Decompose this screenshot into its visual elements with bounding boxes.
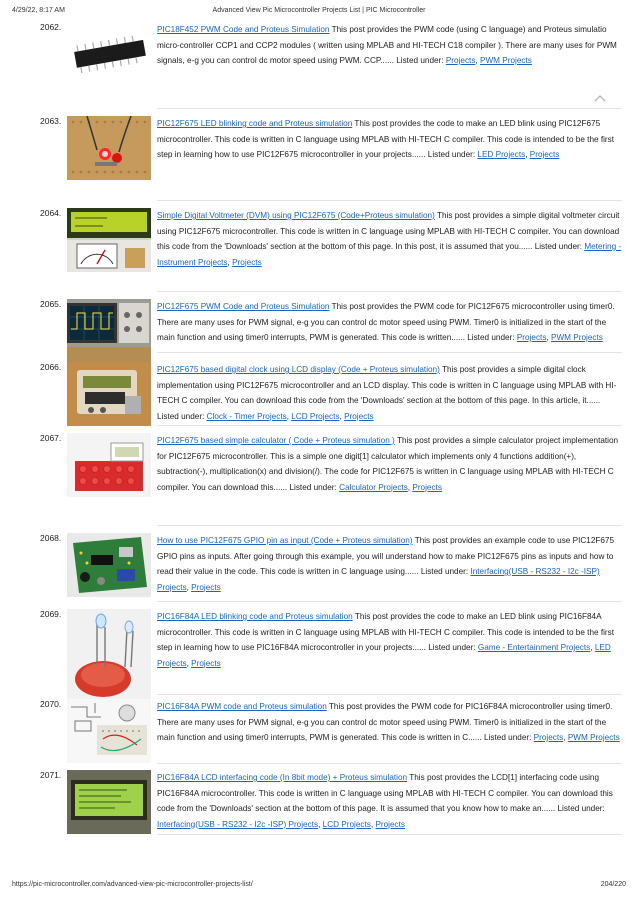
project-thumbnail[interactable] xyxy=(67,299,151,363)
entry-description: This post provides the code to make an LED blink using PIC12F675 microcontroller. This code is written in C language using MPLAB with HI-TECH C compiler. This code is intended to be the first step in learning how to use PIC12F675 microcontroller in your projects...... xyxy=(157,119,615,159)
category-link[interactable]: PWM Projects xyxy=(567,733,620,742)
entry-number: 2067. xyxy=(40,433,62,443)
category-link[interactable]: Projects xyxy=(516,333,547,342)
category-link[interactable]: LCD Projects xyxy=(322,819,371,829)
category-link[interactable]: Projects xyxy=(375,819,406,829)
project-thumbnail[interactable] xyxy=(67,770,151,834)
page-title: Advanced View Pic Microcontroller Projects List | PIC Microcontroller xyxy=(212,7,426,14)
category-link[interactable]: LED Projects xyxy=(157,643,611,668)
listed-under-label: Listed under: xyxy=(420,567,469,576)
entry-number: 2063. xyxy=(40,116,62,126)
listed-under-label: Listed under: xyxy=(427,150,476,159)
entry-title-link[interactable]: PIC12F675 based simple calculator ( Code + Proteus simulation ) xyxy=(157,436,395,445)
entry-divider xyxy=(157,291,622,292)
category-link[interactable]: Projects xyxy=(232,257,262,267)
entry-number: 2064. xyxy=(40,208,62,218)
category-link[interactable]: PWM Projects xyxy=(479,56,532,65)
entry-divider xyxy=(157,200,622,201)
category-link[interactable]: Projects xyxy=(529,150,560,159)
entry-text: How to use PIC12F675 GPIO pin as input (Code + Proteus simulation) This post provides an example code to use PIC12F675 GPIO pins as inputs. After going through this example, you will understand how to make PIC12F675 pins as inputs and how to read their value in the code. This code is written in C language using...... Listed under: Interfacing(USB - RS232 - I2c -ISP) Projects, Projects xyxy=(157,536,615,592)
entry-divider xyxy=(157,425,622,426)
listed-under-label: Listed under: xyxy=(467,333,515,342)
listed-under-label: Listed under: xyxy=(289,482,337,492)
entry-description: This post provides the PWM code (using C language) and Proteus simulatio micro-controller CCP1 and CCP2 modules ( written using MPLAB and HI-TECH C18 compiler ). There are many uses for PWM signals, e-g you can control dc motor speed using PWM. CCP...... xyxy=(157,25,617,65)
scroll-to-top-icon[interactable] xyxy=(594,94,606,102)
project-thumbnail[interactable] xyxy=(67,116,151,180)
entry-text: PIC16F84A LED blinking code and Proteus simulation This post provides the code to make an LED blink using PIC16F84A microcontroller. This code is written in C language using MPLAB with HI-TECH C compiler. This code is intended to be the first step in learning how to use PIC16F84A microcontroller in your projects...... Listed under: Game - Entertainment Projects, LED Projects, Projects xyxy=(157,612,615,668)
category-link[interactable]: Projects xyxy=(344,411,374,421)
entry-title-link[interactable]: PIC16F84A PWM code and Proteus simulation xyxy=(157,702,327,711)
listed-under-label: Listed under: xyxy=(534,242,583,251)
project-thumbnail[interactable] xyxy=(67,362,151,426)
category-link[interactable]: LED Projects xyxy=(477,150,526,159)
entry-number: 2068. xyxy=(40,533,62,543)
entry-text: PIC12F675 PWM Code and Proteus Simulation This post provides the PWM code for PIC12F675 microcontroller using timer0. There are many uses for PWM signal, e-g you can control dc motor speed using PWM. Timer0 is initialized in the start of the main function and using timer0 interrupts, PWM is generated. This code is written...... Listed under: Projects, PWM Projects xyxy=(157,302,615,342)
category-link[interactable]: Clock - Timer Projects xyxy=(206,411,287,421)
entry-title-link[interactable]: PIC12F675 PWM Code and Proteus Simulation xyxy=(157,302,330,311)
entry-description: This post provides the LCD[1] interfacing code using PIC16F84A microcontroller. This code is written in C language using MPLAB with HI-TECH C compiler. You can download this code from the 'Downloads' section at the bottom of this page. It is assumed that you know how to make an...... xyxy=(157,773,613,813)
category-link[interactable]: PWM Projects xyxy=(550,333,603,342)
category-link[interactable]: Interfacing(USB - RS232 - I2c -ISP) Projects xyxy=(157,567,600,592)
entry-divider xyxy=(157,601,622,602)
entry-title-link[interactable]: PIC12F675 based digital clock using LCD display (Code + Proteus simulation) xyxy=(157,365,440,374)
category-link[interactable]: Projects xyxy=(533,733,564,742)
entry-text: PIC12F675 LED blinking code and Proteus simulation This post provides the code to make an LED blink using PIC12F675 microcontroller. This code is written in C language using MPLAB with HI-TECH C compiler. This code is intended to be the first step in learning how to use PIC12F675 microcontroller in your projects...... Listed under: LED Projects, Projects xyxy=(157,119,615,159)
page-number: 204/220 xyxy=(600,881,626,888)
entry-description: This post provides an example code to use PIC12F675 GPIO pins as inputs. After going through this example, you will understand how to make PIC12F675 pins as inputs and how to read their value in the code. This code is written in C language using...... xyxy=(157,536,615,576)
entry-divider xyxy=(157,352,622,353)
entry-title-link[interactable]: How to use PIC12F675 GPIO pin as input (Code + Proteus simulation) xyxy=(157,536,413,545)
entry-title-link[interactable]: PIC12F675 LED blinking code and Proteus simulation xyxy=(157,119,353,128)
entry-number: 2062. xyxy=(40,22,62,32)
entry-number: 2069. xyxy=(40,609,62,619)
entry-description: This post provides the PWM code for PIC12F675 microcontroller using timer0. There are many uses for PWM signal, e-g you can control dc motor speed using PWM. Timer0 is initialized in the start of the main function and using timer0 interrupts, PWM is generated. This code is written...... xyxy=(157,302,615,342)
category-link[interactable]: Projects xyxy=(191,582,221,592)
entry-text: PIC18F452 PWM Code and Proteus Simulation This post provides the PWM code (using C language) and Proteus simulatio micro-controller CCP1 and CCP2 modules ( written using MPLAB and HI-TECH C18 compiler ). There are many uses for PWM signals, e-g you can control dc motor speed using PWM. CCP...... Listed under: Projects, PWM Projects xyxy=(157,25,617,65)
entry-text: PIC12F675 based simple calculator ( Code + Proteus simulation ) This post provides a simple calculator project implementation for PIC12F675 microcontroller. This is a simple one digit[1] calculator which implements only 4 functions addition(+), subtraction(-), multiplication(x) and division(/). The code for PIC12F675 is written in C language using MPLAB with HI-TECH C compiler. You can download this...... Listed under: Calculator Projects, Projects xyxy=(157,436,619,492)
entry-description: This post provides a simple digital voltmeter circuit using PIC12F675 microcontroller. This code is written in C language using MPLAB with HI-TECH C compiler. You can download this code from the 'Downloads' section at the bottom of this page. In this post, it is assumed that you...... xyxy=(157,211,620,251)
entry-text: PIC16F84A PWM code and Proteus simulation This post provides the PWM code for PIC16F84A microcontroller using timer0. There are many uses for PWM signal, e-g you can control dc motor speed using PWM. Timer0 is initialized in the start of the main function and using timer0 interrupts, PWM is generated. This code is written in C...... Listed under: Projects, PWM Projects xyxy=(157,702,620,742)
entry-number: 2071. xyxy=(40,770,62,780)
print-date: 4/29/22, 8:17 AM xyxy=(12,7,65,14)
entry-divider xyxy=(157,834,622,835)
entry-title-link[interactable]: PIC16F84A LED blinking code and Proteus simulation xyxy=(157,612,353,621)
listed-under-label: Listed under: xyxy=(428,643,476,652)
project-thumbnail[interactable] xyxy=(67,533,151,597)
category-link[interactable]: Interfacing(USB - RS232 - I2c -ISP) Projects xyxy=(157,819,319,829)
project-thumbnail[interactable] xyxy=(67,22,151,86)
listed-under-label: Listed under: xyxy=(396,56,444,65)
entry-description: This post provides the code to make an LED blink using PIC16F84A microcontroller. This code is written in C language using MPLAB with HI-TECH C compiler. This code is intended to be the first step in learning how to use PIC16F84A microcontroller in your projects...... xyxy=(157,612,615,652)
entry-title-link[interactable]: PIC18F452 PWM Code and Proteus Simulation xyxy=(157,25,330,34)
entry-number: 2066. xyxy=(40,362,62,372)
entry-text: PIC16F84A LCD interfacing code (In 8bit mode) + Proteus simulation This post provides the LCD[1] interfacing code using PIC16F84A microcontroller. This code is written in C language using MPLAB with HI-TECH C compiler. You can download this code from the 'Downloads' section at the bottom of this page. It is assumed that you know how to make an...... Listed under: Interfacing(USB - RS232 - I2c -ISP) Projects, LCD Projects, Projects xyxy=(157,773,613,829)
project-thumbnail[interactable] xyxy=(67,699,151,763)
project-thumbnail[interactable] xyxy=(67,433,151,497)
entry-divider xyxy=(157,763,622,764)
listed-under-label: Listed under: xyxy=(484,733,532,742)
entry-description: This post provides a simple calculator project implementation for PIC12F675 microcontroller. This is a simple one digit[1] calculator which implements only 4 functions addition(+), subtraction(-), multiplication(x) and division(/). The code for PIC12F675 is written in C language using MPLAB with HI-TECH C compiler. You can download this...... xyxy=(157,436,619,492)
entry-title-link[interactable]: PIC16F84A LCD interfacing code (In 8bit mode) + Proteus simulation xyxy=(157,773,408,782)
entry-description: This post provides a simple digital clock implementation using PIC12F675 microcontroller and an LCD display. This code is written in C language using MPLAB with HI-TECH C compiler. You can download this code from the 'Downloads' section at the bottom of this page. In this article, it...... xyxy=(157,365,617,405)
entry-number: 2070. xyxy=(40,699,62,709)
category-link[interactable]: LCD Projects xyxy=(291,411,340,421)
page-url: https://pic-microcontroller.com/advanced-view-pic-microcontroller-projects-list/ xyxy=(12,881,253,888)
entry-text: Simple Digital Voltmeter (DVM) using PIC12F675 (Code+Proteus simulation) This post provides a simple digital voltmeter circuit using PIC12F675 microcontroller. This code is written in C language using MPLAB with HI-TECH C compiler. You can download this code from the 'Downloads' section at the bottom of this page. In this post, it is assumed that you...... Listed under: Metering - Instrument Projects, Projects xyxy=(157,211,622,267)
category-link[interactable]: Calculator Projects xyxy=(339,482,408,492)
category-link[interactable]: Metering - Instrument Projects xyxy=(157,242,622,267)
project-thumbnail[interactable] xyxy=(67,609,151,699)
entry-divider xyxy=(157,525,622,526)
entry-title-link[interactable]: Simple Digital Voltmeter (DVM) using PIC12F675 (Code+Proteus simulation) xyxy=(157,211,435,220)
category-link[interactable]: Projects xyxy=(412,482,442,492)
listed-under-label: Listed under: xyxy=(557,804,605,813)
entry-divider xyxy=(157,108,622,109)
project-thumbnail[interactable] xyxy=(67,208,151,272)
print-footer xyxy=(12,881,626,893)
entry-text: PIC12F675 based digital clock using LCD display (Code + Proteus simulation) This post provides a simple digital clock implementation using PIC12F675 microcontroller and an LCD display. This code is written in C language using MPLAB with HI-TECH C compiler. You can download this code from the 'Downloads' section at the bottom of this page. In this article, it...... Listed under: Clock - Timer Projects, LCD Projects, Projects xyxy=(157,365,617,421)
print-header xyxy=(12,7,626,19)
entry-divider xyxy=(157,694,622,695)
listed-under-label: Listed under: xyxy=(157,411,205,421)
entry-description: This post provides the PWM code for PIC16F84A microcontroller using timer0. There are many uses for PWM signal, e-g you can control dc motor speed using PWM. Timer0 is initialized in the start of the main function and using timer0 interrupts, PWM is generated. This code is written in C...... xyxy=(157,702,613,742)
category-link[interactable]: Projects xyxy=(191,658,221,668)
entry-number: 2065. xyxy=(40,299,62,309)
category-link[interactable]: Projects xyxy=(445,56,476,65)
category-link[interactable]: Game - Entertainment Projects xyxy=(477,643,591,652)
